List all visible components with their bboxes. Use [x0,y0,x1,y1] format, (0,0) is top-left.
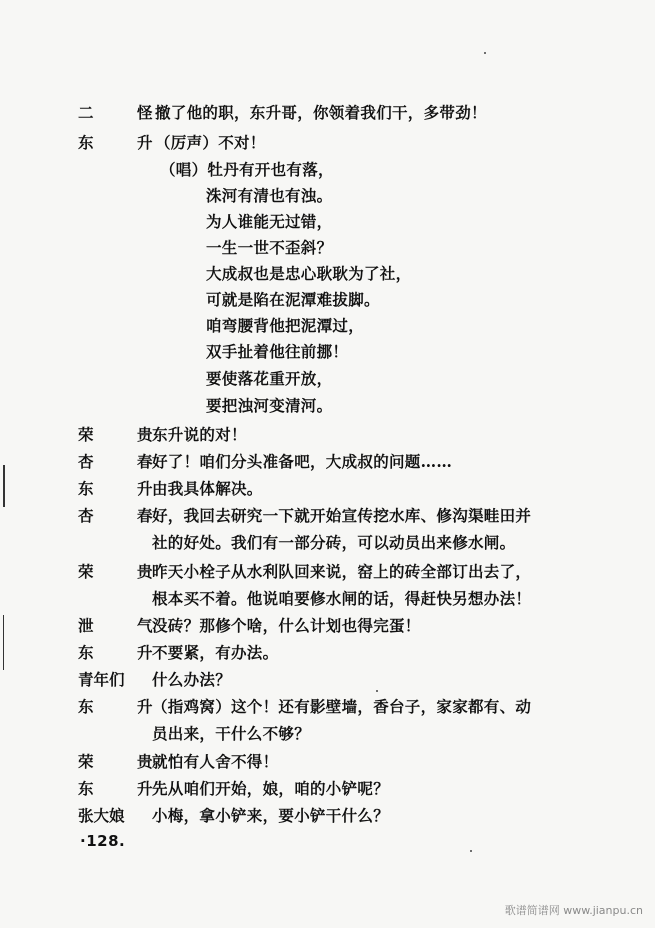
dialogue-text: 小梅，拿小铲来，要小铲干什么？ [152,806,390,825]
speaker-name: 杏 春 [78,506,167,525]
speaker-name: 东 升 [78,697,167,716]
scan-edge-mark [3,465,5,507]
scan-speck [376,690,378,692]
dialogue-text: 员出来，干什么不够？ [152,724,311,743]
dialogue-text: 不要紧，有办法。 [152,643,279,662]
dialogue-text: （指鸡窝）这个！还有影壁墙，香台子，家家都有、动 [152,697,532,716]
dialogue-text: 好，我回去研究一下就开始宣传挖水库、修沟渠畦田并 [152,506,532,525]
song-text: 双手扯着他往前挪！ [206,342,349,361]
song-text: 一生一世不歪斜？ [206,238,333,257]
dialogue-text: 撤了他的职，东升哥，你领着我们干，多带劲！ [155,103,487,122]
song-text: 大成叔也是忠心耿耿为了社， [206,264,412,283]
dialogue-text: （厉声）不对！ [155,133,266,152]
dialogue-text: 根本买不着。他说咱要修水闸的话，得赶快另想办法！ [152,589,532,608]
song-text: 要使落花重开放， [206,369,333,388]
dialogue-text: 昨天小栓子从水利队回来说，窑上的砖全部订出去了， [152,562,532,581]
speaker-name: 东 升 [78,479,167,498]
scan-edge-mark [3,615,4,670]
speaker-name: 东 升 [78,643,167,662]
dialogue-text: 就怕有人舍不得！ [152,752,279,771]
dialogue-text: 由我具体解决。 [152,479,263,498]
speaker-name: 二 怪 [78,103,167,122]
song-text: 为人谁能无过错， [206,212,333,231]
speaker-name: 青年们 [78,670,125,689]
song-text: 要把浊河变清河。 [206,396,333,415]
speaker-name: 张大娘 [78,806,125,825]
scan-speck [470,850,472,852]
site-watermark: 歌谱简谱网 www.jianpu.cn [504,904,643,917]
song-text: 洙河有清也有浊。 [206,186,333,205]
dialogue-text: 先从咱们开始，娘，咱的小铲呢？ [152,779,390,798]
speaker-name: 杏 春 [78,452,167,471]
speaker-name: 东 升 [78,133,167,152]
dialogue-text: 什么办法？ [152,670,232,689]
page-number: ·128. [80,832,126,850]
speaker-name: 荣 贵 [78,752,167,771]
dialogue-text: 东升说的对！ [152,425,247,444]
dialogue-text: 好了！咱们分头准备吧，大成叔的问题…… [152,452,453,471]
speaker-name: 东 升 [78,779,167,798]
dialogue-text: 社的好处。我们有一部分砖，可以动员出来修水闸。 [152,533,516,552]
speaker-name: 荣 贵 [78,562,167,581]
speaker-name: 泄 气 [78,616,167,635]
song-text: 可就是陷在泥潭难拔脚。 [206,290,380,309]
scan-speck [484,52,486,54]
song-text: （唱）牡丹有开也有落， [160,160,334,179]
speaker-name: 荣 贵 [78,425,167,444]
song-text: 咱弯腰背他把泥潭过， [206,316,365,335]
dialogue-text: 没砖？那修个啥，什么计划也得完蛋！ [152,616,421,635]
